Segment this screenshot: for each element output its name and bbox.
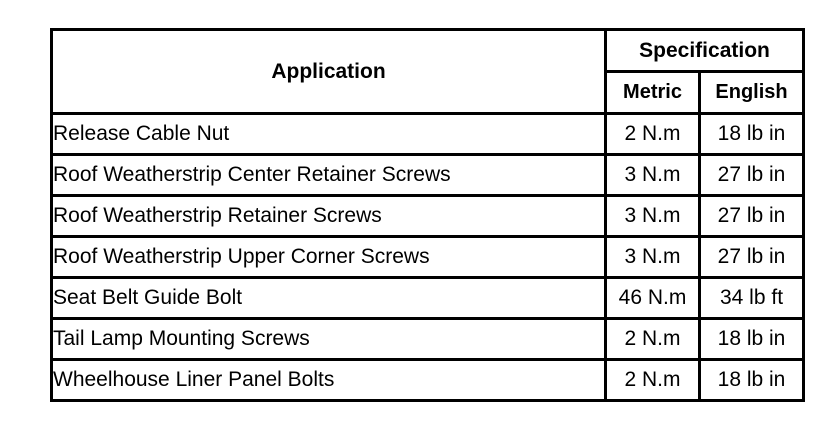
header-specification: Specification: [606, 30, 804, 72]
english-cell: 18 lb in: [700, 114, 804, 155]
table-row: [52, 319, 804, 360]
application-cell: Release Cable Nut: [52, 114, 606, 155]
metric-cell: 3 N.m: [606, 155, 700, 196]
header-english: English: [700, 72, 804, 114]
metric-cell: 2 N.m: [606, 114, 700, 155]
table-row: [52, 196, 804, 237]
metric-cell: 2 N.m: [606, 319, 700, 360]
metric-cell: 3 N.m: [606, 196, 700, 237]
table-row: [52, 114, 804, 155]
english-cell: 27 lb in: [700, 155, 804, 196]
application-cell: Wheelhouse Liner Panel Bolts: [52, 360, 606, 401]
table-row: [52, 237, 804, 278]
metric-cell: 46 N.m: [606, 278, 700, 319]
english-cell: 27 lb in: [700, 237, 804, 278]
table-row: [52, 155, 804, 196]
application-cell: Roof Weatherstrip Retainer Screws: [52, 196, 606, 237]
application-cell: Roof Weatherstrip Center Retainer Screws: [52, 155, 606, 196]
english-cell: 27 lb in: [700, 196, 804, 237]
application-cell: Tail Lamp Mounting Screws: [52, 319, 606, 360]
table-row: [52, 278, 804, 319]
header-application: Application: [52, 30, 606, 114]
header-metric: Metric: [606, 72, 700, 114]
fastener-spec-table: [50, 28, 805, 402]
application-cell: Roof Weatherstrip Upper Corner Screws: [52, 237, 606, 278]
english-cell: 34 lb ft: [700, 278, 804, 319]
metric-cell: 3 N.m: [606, 237, 700, 278]
english-cell: 18 lb in: [700, 360, 804, 401]
table-row: [52, 360, 804, 401]
english-cell: 18 lb in: [700, 319, 804, 360]
application-cell: Seat Belt Guide Bolt: [52, 278, 606, 319]
metric-cell: 2 N.m: [606, 360, 700, 401]
